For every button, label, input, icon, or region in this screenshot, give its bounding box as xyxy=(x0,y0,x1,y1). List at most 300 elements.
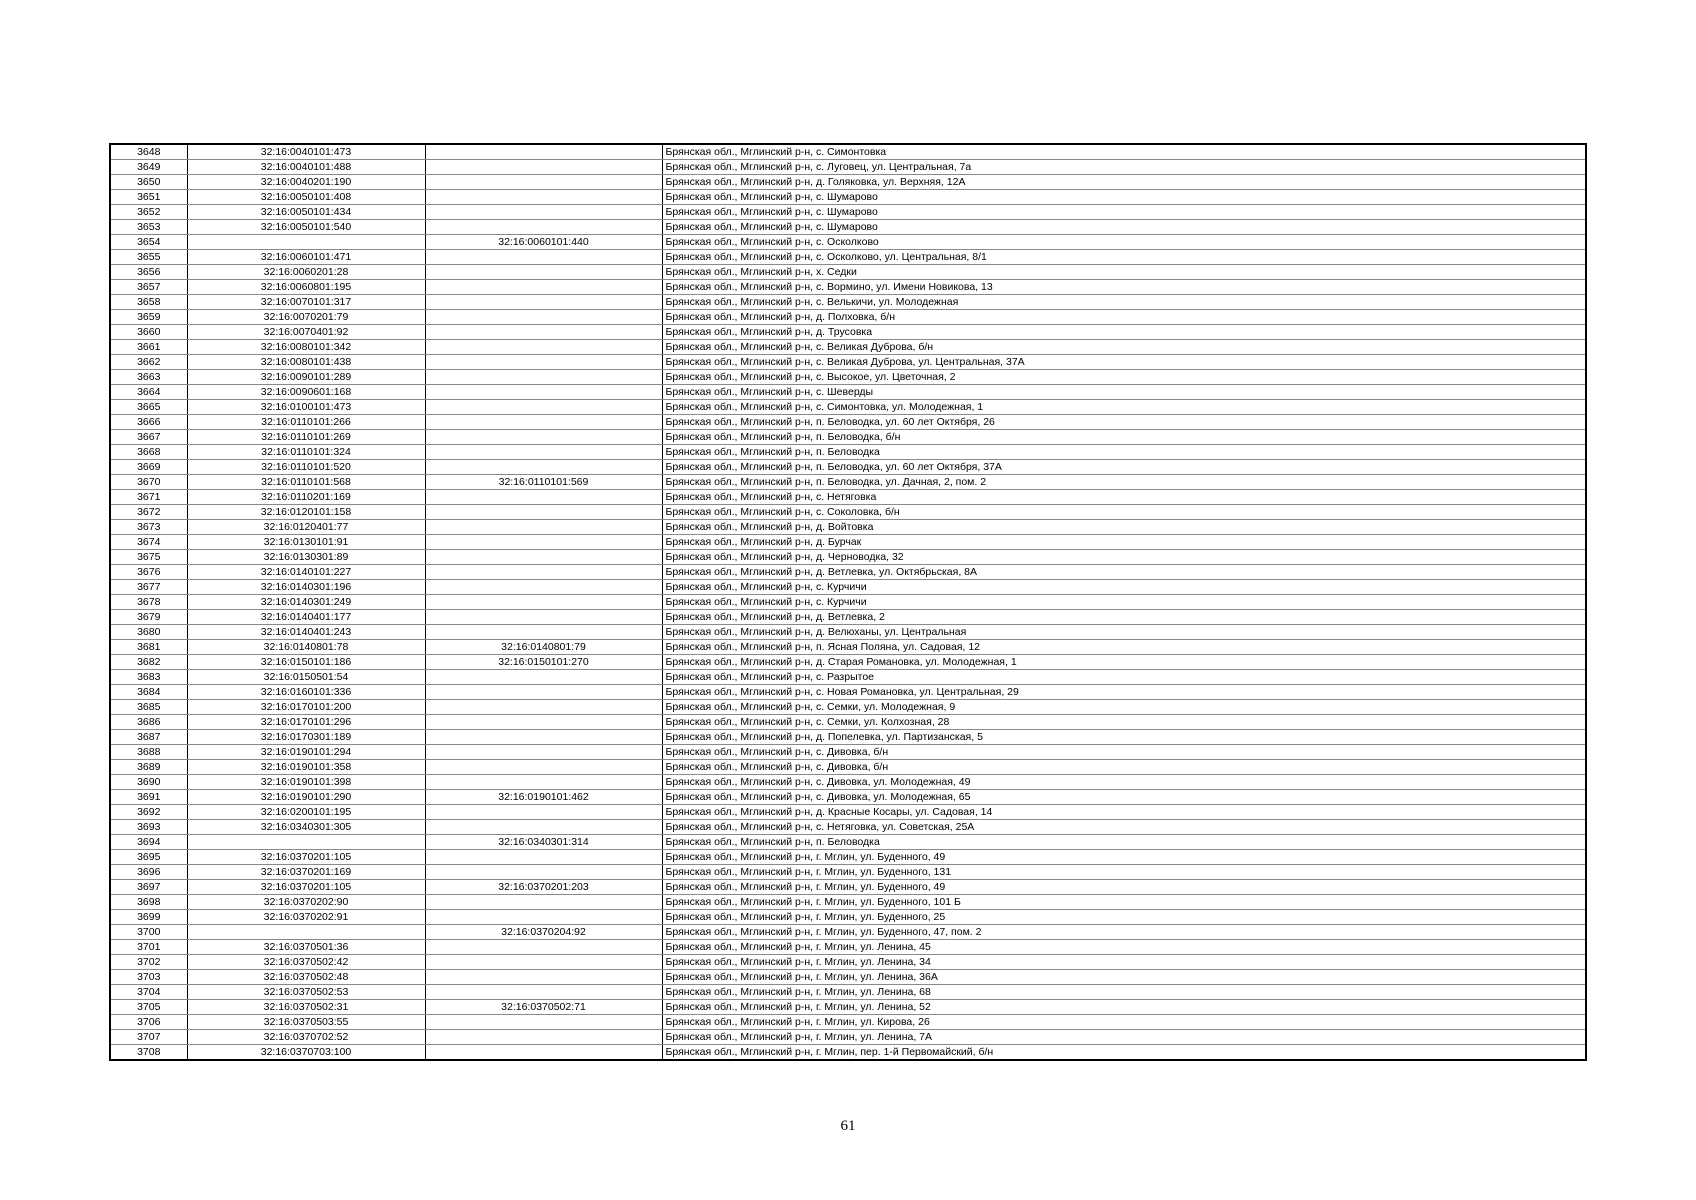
table-row xyxy=(110,1045,1586,1061)
related-cadastral-number-cell: 32:16:0150101:270 xyxy=(425,655,662,670)
related-cadastral-number-cell xyxy=(425,445,662,460)
table-row xyxy=(110,280,1586,295)
table-row xyxy=(110,475,1586,490)
cadastral-number-cell: 32:16:0060201:28 xyxy=(187,265,425,280)
row-number-cell: 3689 xyxy=(110,760,187,775)
table-row xyxy=(110,490,1586,505)
row-number-cell: 3651 xyxy=(110,190,187,205)
related-cadastral-number-cell: 32:16:0370201:203 xyxy=(425,880,662,895)
cadastral-number-cell: 32:16:0090601:168 xyxy=(187,385,425,400)
cadastral-number-cell: 32:16:0080101:438 xyxy=(187,355,425,370)
table-row xyxy=(110,835,1586,850)
row-number-cell: 3665 xyxy=(110,400,187,415)
table-row xyxy=(110,175,1586,190)
table-row xyxy=(110,970,1586,985)
table-row xyxy=(110,144,1586,160)
related-cadastral-number-cell: 32:16:0110101:569 xyxy=(425,475,662,490)
row-number-cell: 3663 xyxy=(110,370,187,385)
related-cadastral-number-cell xyxy=(425,850,662,865)
related-cadastral-number-cell xyxy=(425,520,662,535)
cadastral-number-cell: 32:16:0140401:177 xyxy=(187,610,425,625)
table-row xyxy=(110,685,1586,700)
cadastral-number-cell: 32:16:0120401:77 xyxy=(187,520,425,535)
related-cadastral-number-cell xyxy=(425,310,662,325)
table-row xyxy=(110,445,1586,460)
table-row xyxy=(110,325,1586,340)
related-cadastral-number-cell xyxy=(425,460,662,475)
address-cell: Брянская обл., Мглинский р-н, с. Дивовка, б/н xyxy=(662,745,1586,760)
row-number-cell: 3686 xyxy=(110,715,187,730)
row-number-cell: 3698 xyxy=(110,895,187,910)
row-number-cell: 3682 xyxy=(110,655,187,670)
row-number-cell: 3655 xyxy=(110,250,187,265)
row-number-cell: 3678 xyxy=(110,595,187,610)
table-row xyxy=(110,205,1586,220)
related-cadastral-number-cell xyxy=(425,250,662,265)
row-number-cell: 3695 xyxy=(110,850,187,865)
related-cadastral-number-cell xyxy=(425,385,662,400)
cadastral-number-cell: 32:16:0160101:336 xyxy=(187,685,425,700)
cadastral-number-cell: 32:16:0040201:190 xyxy=(187,175,425,190)
related-cadastral-number-cell xyxy=(425,430,662,445)
table-row xyxy=(110,820,1586,835)
table-row xyxy=(110,805,1586,820)
address-cell: Брянская обл., Мглинский р-н, д. Попелевка, ул. Партизанская, 5 xyxy=(662,730,1586,745)
table-row xyxy=(110,400,1586,415)
address-cell: Брянская обл., Мглинский р-н, п. Беловодка, ул. Дачная, 2, пом. 2 xyxy=(662,475,1586,490)
related-cadastral-number-cell: 32:16:0190101:462 xyxy=(425,790,662,805)
row-number-cell: 3703 xyxy=(110,970,187,985)
table-row xyxy=(110,745,1586,760)
row-number-cell: 3699 xyxy=(110,910,187,925)
related-cadastral-number-cell xyxy=(425,340,662,355)
cadastral-number-cell: 32:16:0150101:186 xyxy=(187,655,425,670)
address-cell: Брянская обл., Мглинский р-н, с. Шумарово xyxy=(662,205,1586,220)
cadastral-number-cell: 32:16:0120101:158 xyxy=(187,505,425,520)
cadastral-number-cell: 32:16:0370202:90 xyxy=(187,895,425,910)
related-cadastral-number-cell xyxy=(425,205,662,220)
row-number-cell: 3691 xyxy=(110,790,187,805)
address-cell: Брянская обл., Мглинский р-н, д. Черноводка, 32 xyxy=(662,550,1586,565)
cadastral-number-cell: 32:16:0190101:358 xyxy=(187,760,425,775)
cadastral-number-cell: 32:16:0140801:78 xyxy=(187,640,425,655)
row-number-cell: 3654 xyxy=(110,235,187,250)
table-row xyxy=(110,670,1586,685)
table-row xyxy=(110,655,1586,670)
row-number-cell: 3690 xyxy=(110,775,187,790)
row-number-cell: 3680 xyxy=(110,625,187,640)
related-cadastral-number-cell xyxy=(425,700,662,715)
row-number-cell: 3670 xyxy=(110,475,187,490)
address-cell: Брянская обл., Мглинский р-н, г. Мглин, ул. Буденного, 49 xyxy=(662,880,1586,895)
address-cell: Брянская обл., Мглинский р-н, г. Мглин, ул. Ленина, 68 xyxy=(662,985,1586,1000)
table-row xyxy=(110,565,1586,580)
table-row xyxy=(110,910,1586,925)
related-cadastral-number-cell xyxy=(425,685,662,700)
table-row xyxy=(110,190,1586,205)
related-cadastral-number-cell xyxy=(425,985,662,1000)
address-cell: Брянская обл., Мглинский р-н, п. Беловодка xyxy=(662,835,1586,850)
row-number-cell: 3696 xyxy=(110,865,187,880)
address-cell: Брянская обл., Мглинский р-н, г. Мглин, ул. Буденного, 101 Б xyxy=(662,895,1586,910)
row-number-cell: 3693 xyxy=(110,820,187,835)
address-cell: Брянская обл., Мглинский р-н, с. Нетяговка, ул. Советская, 25А xyxy=(662,820,1586,835)
related-cadastral-number-cell xyxy=(425,160,662,175)
row-number-cell: 3653 xyxy=(110,220,187,235)
related-cadastral-number-cell xyxy=(425,370,662,385)
related-cadastral-number-cell xyxy=(425,670,662,685)
related-cadastral-number-cell xyxy=(425,175,662,190)
table-row xyxy=(110,850,1586,865)
row-number-cell: 3697 xyxy=(110,880,187,895)
address-cell: Брянская обл., Мглинский р-н, с. Дивовка, ул. Молодежная, 49 xyxy=(662,775,1586,790)
table-row xyxy=(110,520,1586,535)
address-cell: Брянская обл., Мглинский р-н, г. Мглин, ул. Буденного, 47, пом. 2 xyxy=(662,925,1586,940)
table-row xyxy=(110,220,1586,235)
cadastral-number-cell: 32:16:0370201:169 xyxy=(187,865,425,880)
related-cadastral-number-cell xyxy=(425,265,662,280)
table-row xyxy=(110,790,1586,805)
row-number-cell: 3650 xyxy=(110,175,187,190)
registry-table-body xyxy=(110,144,1586,1060)
related-cadastral-number-cell: 32:16:0060101:440 xyxy=(425,235,662,250)
address-cell: Брянская обл., Мглинский р-н, с. Соколовка, б/н xyxy=(662,505,1586,520)
table-row xyxy=(110,505,1586,520)
related-cadastral-number-cell xyxy=(425,490,662,505)
table-row xyxy=(110,535,1586,550)
table-row xyxy=(110,760,1586,775)
address-cell: Брянская обл., Мглинский р-н, п. Беловодка, ул. 60 лет Октября, 26 xyxy=(662,415,1586,430)
address-cell: Брянская обл., Мглинский р-н, д. Полховка, б/н xyxy=(662,310,1586,325)
address-cell: Брянская обл., Мглинский р-н, д. Велюханы, ул. Центральная xyxy=(662,625,1586,640)
table-row xyxy=(110,580,1586,595)
address-cell: Брянская обл., Мглинский р-н, д. Красные Косары, ул. Садовая, 14 xyxy=(662,805,1586,820)
cadastral-number-cell xyxy=(187,235,425,250)
related-cadastral-number-cell xyxy=(425,295,662,310)
address-cell: Брянская обл., Мглинский р-н, с. Курчичи xyxy=(662,595,1586,610)
address-cell: Брянская обл., Мглинский р-н, с. Нетяговка xyxy=(662,490,1586,505)
address-cell: Брянская обл., Мглинский р-н, г. Мглин, ул. Буденного, 131 xyxy=(662,865,1586,880)
table-row xyxy=(110,865,1586,880)
cadastral-number-cell: 32:16:0170301:189 xyxy=(187,730,425,745)
row-number-cell: 3672 xyxy=(110,505,187,520)
table-row xyxy=(110,1015,1586,1030)
table-row xyxy=(110,985,1586,1000)
related-cadastral-number-cell xyxy=(425,940,662,955)
related-cadastral-number-cell xyxy=(425,415,662,430)
row-number-cell: 3677 xyxy=(110,580,187,595)
table-row xyxy=(110,250,1586,265)
address-cell: Брянская обл., Мглинский р-н, с. Высокое, ул. Цветочная, 2 xyxy=(662,370,1586,385)
row-number-cell: 3659 xyxy=(110,310,187,325)
table-row xyxy=(110,265,1586,280)
table-row xyxy=(110,385,1586,400)
cadastral-number-cell: 32:16:0370502:53 xyxy=(187,985,425,1000)
address-cell: Брянская обл., Мглинский р-н, с. Шеверды xyxy=(662,385,1586,400)
cadastral-number-cell: 32:16:0110101:269 xyxy=(187,430,425,445)
cadastral-number-cell: 32:16:0100101:473 xyxy=(187,400,425,415)
cadastral-number-cell: 32:16:0200101:195 xyxy=(187,805,425,820)
address-cell: Брянская обл., Мглинский р-н, с. Семки, ул. Молодежная, 9 xyxy=(662,700,1586,715)
cadastral-number-cell: 32:16:0070401:92 xyxy=(187,325,425,340)
cadastral-number-cell: 32:16:0190101:294 xyxy=(187,745,425,760)
address-cell: Брянская обл., Мглинский р-н, г. Мглин, ул. Ленина, 36А xyxy=(662,970,1586,985)
cadastral-number-cell: 32:16:0370503:55 xyxy=(187,1015,425,1030)
table-row xyxy=(110,235,1586,250)
related-cadastral-number-cell: 32:16:0370502:71 xyxy=(425,1000,662,1015)
row-number-cell: 3675 xyxy=(110,550,187,565)
cadastral-number-cell: 32:16:0140301:249 xyxy=(187,595,425,610)
related-cadastral-number-cell xyxy=(425,715,662,730)
cadastral-number-cell: 32:16:0130101:91 xyxy=(187,535,425,550)
cadastral-number-cell: 32:16:0060101:471 xyxy=(187,250,425,265)
cadastral-number-cell: 32:16:0090101:289 xyxy=(187,370,425,385)
table-row xyxy=(110,370,1586,385)
related-cadastral-number-cell: 32:16:0340301:314 xyxy=(425,835,662,850)
table-row xyxy=(110,595,1586,610)
related-cadastral-number-cell xyxy=(425,895,662,910)
row-number-cell: 3701 xyxy=(110,940,187,955)
cadastral-number-cell: 32:16:0050101:434 xyxy=(187,205,425,220)
row-number-cell: 3657 xyxy=(110,280,187,295)
table-row xyxy=(110,925,1586,940)
related-cadastral-number-cell xyxy=(425,910,662,925)
row-number-cell: 3652 xyxy=(110,205,187,220)
address-cell: Брянская обл., Мглинский р-н, с. Разрытое xyxy=(662,670,1586,685)
address-cell: Брянская обл., Мглинский р-н, с. Шумарово xyxy=(662,220,1586,235)
cadastral-number-cell: 32:16:0370703:100 xyxy=(187,1045,425,1061)
address-cell: Брянская обл., Мглинский р-н, с. Дивовка, ул. Молодежная, 65 xyxy=(662,790,1586,805)
related-cadastral-number-cell xyxy=(425,595,662,610)
address-cell: Брянская обл., Мглинский р-н, д. Войтовка xyxy=(662,520,1586,535)
address-cell: Брянская обл., Мглинский р-н, с. Великая Дуброва, ул. Центральная, 37А xyxy=(662,355,1586,370)
related-cadastral-number-cell xyxy=(425,280,662,295)
cadastral-number-cell: 32:16:0370201:105 xyxy=(187,880,425,895)
related-cadastral-number-cell xyxy=(425,745,662,760)
row-number-cell: 3687 xyxy=(110,730,187,745)
cadastral-number-cell xyxy=(187,925,425,940)
cadastral-number-cell: 32:16:0340301:305 xyxy=(187,820,425,835)
table-row xyxy=(110,430,1586,445)
related-cadastral-number-cell xyxy=(425,625,662,640)
related-cadastral-number-cell xyxy=(425,355,662,370)
address-cell: Брянская обл., Мглинский р-н, с. Великая Дуброва, б/н xyxy=(662,340,1586,355)
address-cell: Брянская обл., Мглинский р-н, г. Мглин, ул. Ленина, 45 xyxy=(662,940,1586,955)
table-row xyxy=(110,550,1586,565)
cadastral-number-cell: 32:16:0370702:52 xyxy=(187,1030,425,1045)
related-cadastral-number-cell xyxy=(425,505,662,520)
address-cell: Брянская обл., Мглинский р-н, п. Беловодка, ул. 60 лет Октября, 37А xyxy=(662,460,1586,475)
row-number-cell: 3688 xyxy=(110,745,187,760)
row-number-cell: 3660 xyxy=(110,325,187,340)
related-cadastral-number-cell xyxy=(425,144,662,160)
related-cadastral-number-cell xyxy=(425,970,662,985)
address-cell: Брянская обл., Мглинский р-н, с. Вормино, ул. Имени Новикова, 13 xyxy=(662,280,1586,295)
cadastral-number-cell: 32:16:0370502:48 xyxy=(187,970,425,985)
table-row xyxy=(110,700,1586,715)
address-cell: Брянская обл., Мглинский р-н, д. Бурчак xyxy=(662,535,1586,550)
related-cadastral-number-cell xyxy=(425,610,662,625)
address-cell: Брянская обл., Мглинский р-н, с. Семки, ул. Колхозная, 28 xyxy=(662,715,1586,730)
related-cadastral-number-cell xyxy=(425,190,662,205)
cadastral-number-cell: 32:16:0050101:408 xyxy=(187,190,425,205)
row-number-cell: 3671 xyxy=(110,490,187,505)
table-row xyxy=(110,715,1586,730)
related-cadastral-number-cell xyxy=(425,760,662,775)
row-number-cell: 3681 xyxy=(110,640,187,655)
cadastral-number-cell: 32:16:0080101:342 xyxy=(187,340,425,355)
address-cell: Брянская обл., Мглинский р-н, п. Ясная Поляна, ул. Садовая, 12 xyxy=(662,640,1586,655)
cadastral-number-cell: 32:16:0110201:169 xyxy=(187,490,425,505)
table-row xyxy=(110,460,1586,475)
table-row xyxy=(110,955,1586,970)
row-number-cell: 3676 xyxy=(110,565,187,580)
row-number-cell: 3662 xyxy=(110,355,187,370)
cadastral-number-cell: 32:16:0110101:324 xyxy=(187,445,425,460)
address-cell: Брянская обл., Мглинский р-н, г. Мглин, ул. Ленина, 52 xyxy=(662,1000,1586,1015)
address-cell: Брянская обл., Мглинский р-н, д. Трусовка xyxy=(662,325,1586,340)
cadastral-number-cell: 32:16:0370202:91 xyxy=(187,910,425,925)
page-number: 61 xyxy=(840,1118,856,1134)
cadastral-number-cell: 32:16:0110101:520 xyxy=(187,460,425,475)
table-row xyxy=(110,895,1586,910)
address-cell: Брянская обл., Мглинский р-н, с. Осколково xyxy=(662,235,1586,250)
address-cell: Брянская обл., Мглинский р-н, с. Луговец, ул. Центральная, 7а xyxy=(662,160,1586,175)
row-number-cell: 3708 xyxy=(110,1045,187,1061)
address-cell: Брянская обл., Мглинский р-н, г. Мглин, пер. 1-й Первомайский, б/н xyxy=(662,1045,1586,1061)
cadastral-number-cell: 32:16:0140301:196 xyxy=(187,580,425,595)
address-cell: Брянская обл., Мглинский р-н, п. Беловодка, б/н xyxy=(662,430,1586,445)
address-cell: Брянская обл., Мглинский р-н, д. Старая Романовка, ул. Молодежная, 1 xyxy=(662,655,1586,670)
related-cadastral-number-cell xyxy=(425,955,662,970)
table-row xyxy=(110,1030,1586,1045)
address-cell: Брянская обл., Мглинский р-н, д. Ветлевка, 2 xyxy=(662,610,1586,625)
address-cell: Брянская обл., Мглинский р-н, с. Курчичи xyxy=(662,580,1586,595)
address-cell: Брянская обл., Мглинский р-н, с. Шумарово xyxy=(662,190,1586,205)
row-number-cell: 3692 xyxy=(110,805,187,820)
address-cell: Брянская обл., Мглинский р-н, с. Новая Романовка, ул. Центральная, 29 xyxy=(662,685,1586,700)
row-number-cell: 3673 xyxy=(110,520,187,535)
row-number-cell: 3706 xyxy=(110,1015,187,1030)
address-cell: Брянская обл., Мглинский р-н, г. Мглин, ул. Ленина, 34 xyxy=(662,955,1586,970)
cadastral-number-cell: 32:16:0190101:398 xyxy=(187,775,425,790)
related-cadastral-number-cell xyxy=(425,730,662,745)
row-number-cell: 3668 xyxy=(110,445,187,460)
row-number-cell: 3669 xyxy=(110,460,187,475)
related-cadastral-number-cell: 32:16:0370204:92 xyxy=(425,925,662,940)
row-number-cell: 3707 xyxy=(110,1030,187,1045)
row-number-cell: 3667 xyxy=(110,430,187,445)
related-cadastral-number-cell xyxy=(425,535,662,550)
address-cell: Брянская обл., Мглинский р-н, г. Мглин, ул. Буденного, 25 xyxy=(662,910,1586,925)
address-cell: Брянская обл., Мглинский р-н, п. Беловодка xyxy=(662,445,1586,460)
address-cell: Брянская обл., Мглинский р-н, г. Мглин, ул. Ленина, 7А xyxy=(662,1030,1586,1045)
cadastral-number-cell: 32:16:0190101:290 xyxy=(187,790,425,805)
address-cell: Брянская обл., Мглинский р-н, с. Осколково, ул. Центральная, 8/1 xyxy=(662,250,1586,265)
row-number-cell: 3700 xyxy=(110,925,187,940)
related-cadastral-number-cell xyxy=(425,1015,662,1030)
related-cadastral-number-cell xyxy=(425,565,662,580)
row-number-cell: 3648 xyxy=(110,144,187,160)
address-cell: Брянская обл., Мглинский р-н, г. Мглин, ул. Кирова, 26 xyxy=(662,1015,1586,1030)
table-row xyxy=(110,730,1586,745)
cadastral-number-cell xyxy=(187,835,425,850)
table-row xyxy=(110,340,1586,355)
address-cell: Брянская обл., Мглинский р-н, с. Симонтовка xyxy=(662,144,1586,160)
address-cell: Брянская обл., Мглинский р-н, с. Дивовка, б/н xyxy=(662,760,1586,775)
cadastral-number-cell: 32:16:0370201:105 xyxy=(187,850,425,865)
related-cadastral-number-cell xyxy=(425,325,662,340)
table-row xyxy=(110,880,1586,895)
cadastral-number-cell: 32:16:0370502:31 xyxy=(187,1000,425,1015)
row-number-cell: 3683 xyxy=(110,670,187,685)
cadastral-number-cell: 32:16:0150501:54 xyxy=(187,670,425,685)
row-number-cell: 3656 xyxy=(110,265,187,280)
cadastral-number-cell: 32:16:0370502:42 xyxy=(187,955,425,970)
address-cell: Брянская обл., Мглинский р-н, г. Мглин, ул. Буденного, 49 xyxy=(662,850,1586,865)
table-row xyxy=(110,295,1586,310)
related-cadastral-number-cell xyxy=(425,580,662,595)
related-cadastral-number-cell xyxy=(425,220,662,235)
row-number-cell: 3685 xyxy=(110,700,187,715)
address-cell: Брянская обл., Мглинский р-н, с. Велькичи, ул. Молодежная xyxy=(662,295,1586,310)
related-cadastral-number-cell xyxy=(425,805,662,820)
table-row xyxy=(110,415,1586,430)
cadastral-number-cell: 32:16:0110101:266 xyxy=(187,415,425,430)
related-cadastral-number-cell xyxy=(425,1030,662,1045)
cadastral-number-cell: 32:16:0140101:227 xyxy=(187,565,425,580)
table-row xyxy=(110,160,1586,175)
related-cadastral-number-cell xyxy=(425,775,662,790)
row-number-cell: 3704 xyxy=(110,985,187,1000)
cadastral-number-cell: 32:16:0170101:200 xyxy=(187,700,425,715)
cadastral-number-cell: 32:16:0110101:568 xyxy=(187,475,425,490)
table-row xyxy=(110,355,1586,370)
related-cadastral-number-cell xyxy=(425,865,662,880)
registry-table xyxy=(109,143,1587,1061)
related-cadastral-number-cell xyxy=(425,820,662,835)
address-cell: Брянская обл., Мглинский р-н, д. Голяковка, ул. Верхняя, 12А xyxy=(662,175,1586,190)
table-row xyxy=(110,640,1586,655)
row-number-cell: 3679 xyxy=(110,610,187,625)
table-row xyxy=(110,610,1586,625)
related-cadastral-number-cell xyxy=(425,550,662,565)
cadastral-number-cell: 32:16:0070101:317 xyxy=(187,295,425,310)
cadastral-number-cell: 32:16:0040101:488 xyxy=(187,160,425,175)
address-cell: Брянская обл., Мглинский р-н, х. Седки xyxy=(662,265,1586,280)
cadastral-number-cell: 32:16:0050101:540 xyxy=(187,220,425,235)
cadastral-number-cell: 32:16:0040101:473 xyxy=(187,144,425,160)
row-number-cell: 3658 xyxy=(110,295,187,310)
row-number-cell: 3674 xyxy=(110,535,187,550)
row-number-cell: 3666 xyxy=(110,415,187,430)
table-row xyxy=(110,310,1586,325)
cadastral-number-cell: 32:16:0170101:296 xyxy=(187,715,425,730)
row-number-cell: 3661 xyxy=(110,340,187,355)
related-cadastral-number-cell: 32:16:0140801:79 xyxy=(425,640,662,655)
row-number-cell: 3705 xyxy=(110,1000,187,1015)
row-number-cell: 3694 xyxy=(110,835,187,850)
table-row xyxy=(110,940,1586,955)
cadastral-number-cell: 32:16:0140401:243 xyxy=(187,625,425,640)
cadastral-number-cell: 32:16:0060801:195 xyxy=(187,280,425,295)
table-row xyxy=(110,625,1586,640)
related-cadastral-number-cell xyxy=(425,400,662,415)
address-cell: Брянская обл., Мглинский р-н, с. Симонтовка, ул. Молодежная, 1 xyxy=(662,400,1586,415)
table-row xyxy=(110,775,1586,790)
row-number-cell: 3664 xyxy=(110,385,187,400)
row-number-cell: 3702 xyxy=(110,955,187,970)
